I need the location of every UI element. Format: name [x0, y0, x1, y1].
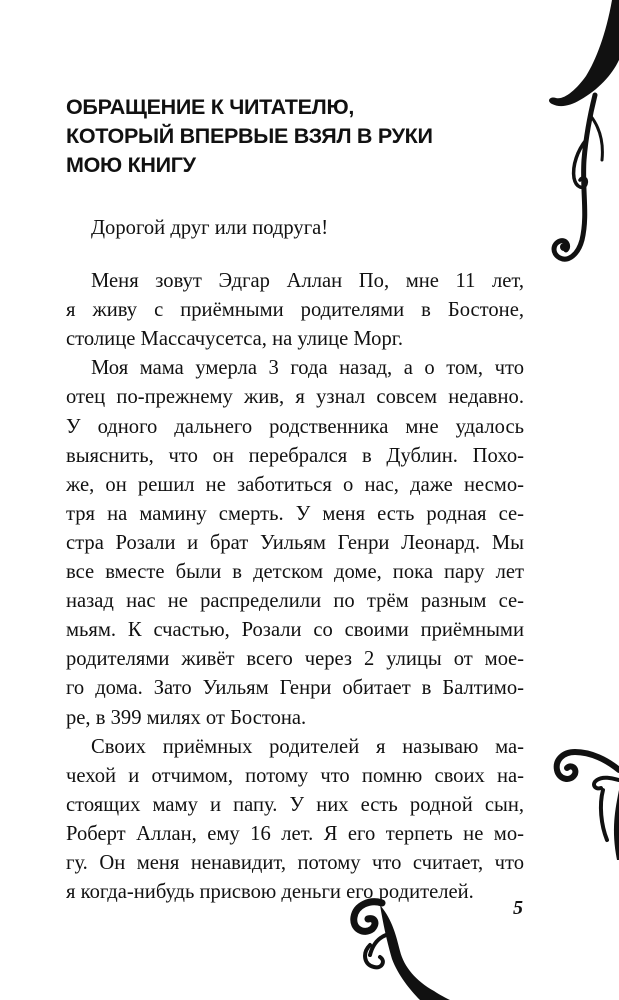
body-text: [66, 214, 524, 907]
text-line: гу. Он меня ненавидит, потому что считает, что: [66, 851, 524, 874]
text-line: Меня зовут Эдгар Аллан По, мне 11 лет,: [91, 270, 524, 293]
text-line: я живу с приёмными родителями в Бостоне,: [66, 299, 524, 322]
text-line: выяснить, что он перебрался в Дублин. Похо-: [66, 444, 524, 467]
text-line: Моя мама умерла 3 года назад, а о том, что: [91, 357, 524, 380]
page-number: 5: [513, 897, 523, 919]
text-line: я когда-нибудь присвою деньги его родителей.: [66, 881, 474, 904]
heading-line: ОБРАЩЕНИЕ К ЧИТАТЕЛЮ,: [66, 95, 354, 119]
text-line: назад нас не распределили по трём разным се-: [66, 590, 524, 613]
text-line: отец по-прежнему жив, я узнал совсем недавно.: [66, 386, 524, 409]
heading-line: МОЮ КНИГУ: [66, 153, 196, 177]
curl-ornament-bottom: [340, 895, 450, 1000]
paragraph-2: [66, 354, 524, 732]
curl-ornament-top-right: [520, 0, 619, 300]
curl-ornament-right-middle: [545, 730, 619, 860]
text-line: мьям. К счастью, Розали со своими приёмными: [66, 619, 524, 642]
text-line: все вместе были в детском доме, пока пару лет: [66, 561, 524, 584]
text-line: Роберт Аллан, ему 16 лет. Я его терпеть не мо-: [66, 822, 524, 845]
text-line: тря на мамину смерть. У меня есть родная се-: [66, 502, 524, 525]
text-line: столице Массачусетса, на улице Морг.: [66, 328, 404, 351]
text-line: же, он решил не заботиться о нас, даже несмо-: [66, 473, 524, 496]
greeting-line: Дорогой друг или подруга!: [91, 217, 329, 239]
text-line: ре, в 399 милях от Бостона.: [66, 706, 307, 729]
text-line: родителями живёт всего через 2 улицы от моe-: [66, 648, 524, 671]
heading-line: КОТОРЫЙ ВПЕРВЫЕ ВЗЯЛ В РУКИ: [66, 124, 433, 148]
text-line: Своих приёмных родителей я называю ма-: [91, 735, 524, 758]
text-line: У одного дальнего родственника мне удалось: [66, 415, 524, 438]
text-line: го дома. Зато Уильям Генри обитает в Балтимо-: [66, 677, 524, 700]
chapter-heading: [66, 93, 496, 180]
text-line: стра Розали и брат Уильям Генри Леонард. Мы: [66, 531, 524, 554]
paragraph-3: [66, 733, 524, 908]
paragraph-gap: [66, 243, 524, 267]
text-line: стоящих маму и папу. У них есть родной сын,: [66, 793, 524, 816]
paragraph-1: [66, 267, 524, 354]
text-line: чехой и отчимом, потому что помню своих на-: [66, 764, 524, 787]
